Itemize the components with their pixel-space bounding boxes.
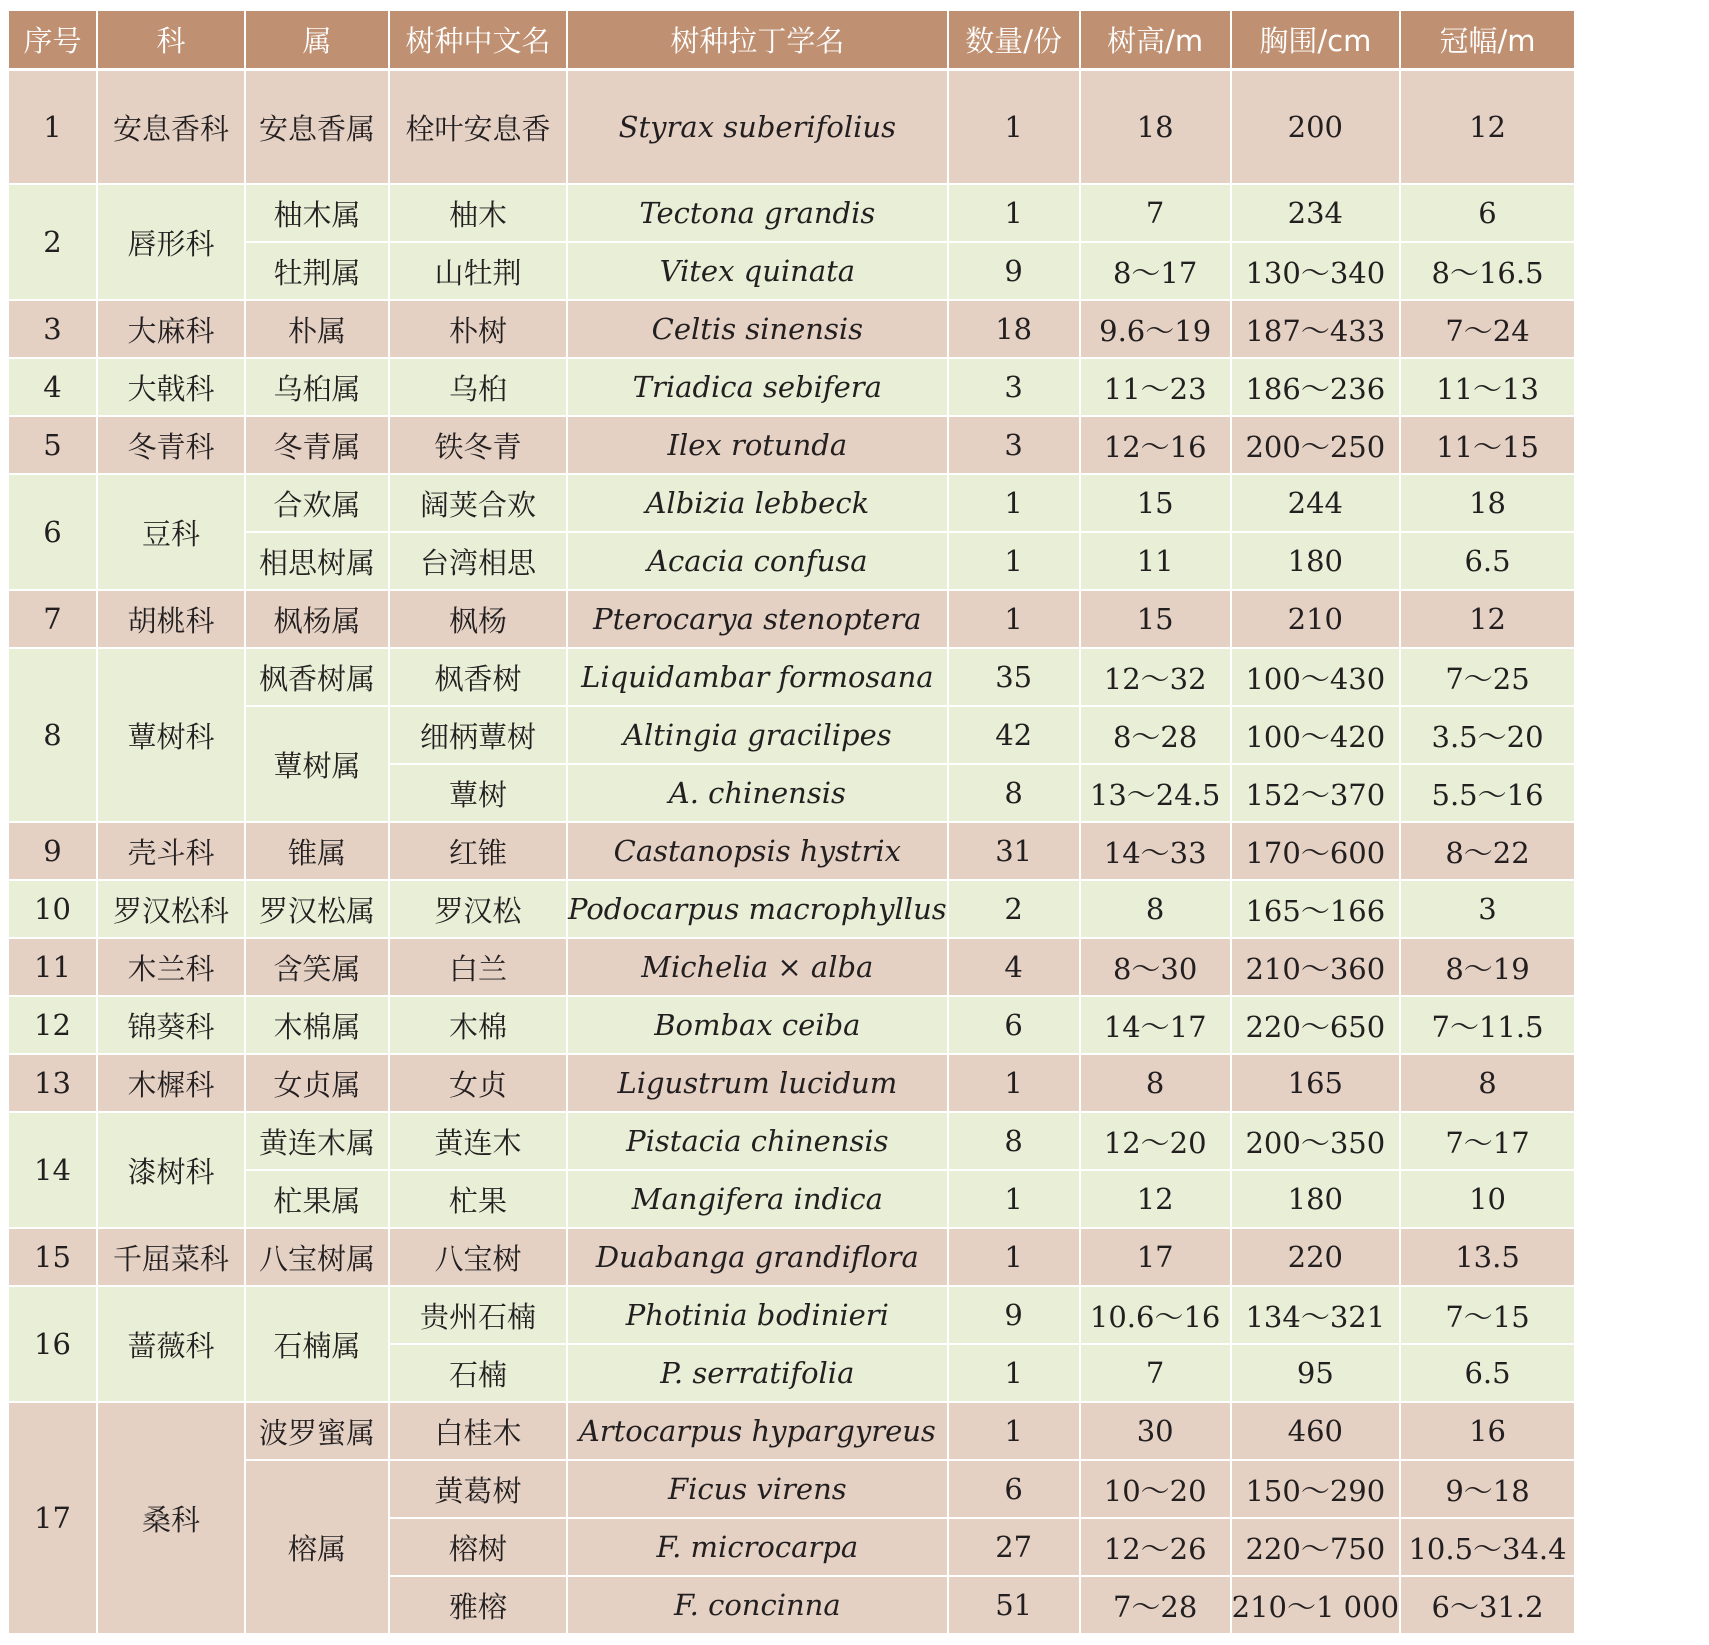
girth-cell: 95 [1231,1344,1400,1402]
height-cell: 8 [1080,880,1231,938]
girth-cell: 210～360 [1231,938,1400,996]
count-cell: 2 [948,880,1080,938]
genus-cell: 冬青属 [245,416,389,474]
header-cell-girth: 胸围/cm [1231,11,1400,70]
genus-cell: 蕈树属 [245,706,389,822]
chinese-name-cell: 黄葛树 [389,1460,567,1518]
row-number-cell: 2 [9,184,97,300]
genus-cell: 黄连木属 [245,1112,389,1170]
height-cell: 8 [1080,1054,1231,1112]
crown-cell: 12 [1400,590,1574,648]
girth-cell: 100～420 [1231,706,1400,764]
latin-name-cell: Podocarpus macrophyllus [567,880,948,938]
row-number-cell: 11 [9,938,97,996]
genus-cell: 波罗蜜属 [245,1402,389,1460]
table-row [9,1402,1574,1460]
count-cell: 8 [948,764,1080,822]
chinese-name-cell: 铁冬青 [389,416,567,474]
latin-name-cell: Triadica sebifera [567,358,948,416]
genus-cell: 女贞属 [245,1054,389,1112]
family-cell: 冬青科 [97,416,245,474]
chinese-name-cell: 雅榕 [389,1576,567,1634]
latin-name-cell: Acacia confusa [567,532,948,590]
count-cell: 1 [948,1344,1080,1402]
latin-name-cell: F. concinna [567,1576,948,1634]
family-cell: 罗汉松科 [97,880,245,938]
genus-cell: 含笑属 [245,938,389,996]
row-number-cell: 17 [9,1402,97,1634]
girth-cell: 130～340 [1231,242,1400,300]
row-number-cell: 10 [9,880,97,938]
count-cell: 1 [948,1402,1080,1460]
count-cell: 9 [948,242,1080,300]
latin-name-cell: Vitex quinata [567,242,948,300]
chinese-name-cell: 枫香树 [389,648,567,706]
crown-cell: 10 [1400,1170,1574,1228]
chinese-name-cell: 八宝树 [389,1228,567,1286]
chinese-name-cell: 蕈树 [389,764,567,822]
chinese-name-cell: 细柄蕈树 [389,706,567,764]
genus-cell: 锥属 [245,822,389,880]
count-cell: 1 [948,70,1080,185]
height-cell: 15 [1080,474,1231,532]
row-number-cell: 14 [9,1112,97,1228]
chinese-name-cell: 白兰 [389,938,567,996]
family-cell: 蕈树科 [97,648,245,822]
girth-cell: 200～350 [1231,1112,1400,1170]
girth-cell: 134～321 [1231,1286,1400,1344]
chinese-name-cell: 黄连木 [389,1112,567,1170]
girth-cell: 165 [1231,1054,1400,1112]
table-row [9,590,1574,648]
latin-name-cell: Artocarpus hypargyreus [567,1402,948,1460]
chinese-name-cell: 阔荚合欢 [389,474,567,532]
crown-cell: 9～18 [1400,1460,1574,1518]
height-cell: 8～30 [1080,938,1231,996]
header-cell-latin-name: 树种拉丁学名 [567,11,948,70]
latin-name-cell: A. chinensis [567,764,948,822]
header-cell-no: 序号 [9,11,97,70]
table-row [9,70,1574,185]
count-cell: 3 [948,358,1080,416]
genus-cell: 杧果属 [245,1170,389,1228]
chinese-name-cell: 红锥 [389,822,567,880]
latin-name-cell: Photinia bodinieri [567,1286,948,1344]
chinese-name-cell: 白桂木 [389,1402,567,1460]
girth-cell: 165～166 [1231,880,1400,938]
height-cell: 12～32 [1080,648,1231,706]
crown-cell: 8～16.5 [1400,242,1574,300]
girth-cell: 220～650 [1231,996,1400,1054]
table-row [9,184,1574,242]
family-cell: 千屈菜科 [97,1228,245,1286]
height-cell: 15 [1080,590,1231,648]
height-cell: 7 [1080,1344,1231,1402]
girth-cell: 180 [1231,532,1400,590]
latin-name-cell: Castanopsis hystrix [567,822,948,880]
crown-cell: 7～15 [1400,1286,1574,1344]
height-cell: 8～17 [1080,242,1231,300]
girth-cell: 170～600 [1231,822,1400,880]
height-cell: 9.6～19 [1080,300,1231,358]
crown-cell: 8～22 [1400,822,1574,880]
girth-cell: 150～290 [1231,1460,1400,1518]
latin-name-cell: Tectona grandis [567,184,948,242]
family-cell: 木樨科 [97,1054,245,1112]
header-cell-chinese-name: 树种中文名 [389,11,567,70]
girth-cell: 210～1 000 [1231,1576,1400,1634]
count-cell: 35 [948,648,1080,706]
tree-species-table [9,11,1574,1635]
genus-cell: 石楠属 [245,1286,389,1402]
header-cell-count: 数量/份 [948,11,1080,70]
crown-cell: 6～31.2 [1400,1576,1574,1634]
count-cell: 27 [948,1518,1080,1576]
height-cell: 10～20 [1080,1460,1231,1518]
row-number-cell: 5 [9,416,97,474]
girth-cell: 186～236 [1231,358,1400,416]
family-cell: 桑科 [97,1402,245,1634]
table-row [9,648,1574,706]
girth-cell: 220～750 [1231,1518,1400,1576]
count-cell: 1 [948,474,1080,532]
genus-cell: 合欢属 [245,474,389,532]
header-row [9,11,1574,70]
height-cell: 12～20 [1080,1112,1231,1170]
chinese-name-cell: 山牡荆 [389,242,567,300]
crown-cell: 8 [1400,1054,1574,1112]
crown-cell: 3 [1400,880,1574,938]
row-number-cell: 1 [9,70,97,185]
count-cell: 1 [948,1054,1080,1112]
table-row [9,938,1574,996]
crown-cell: 7～11.5 [1400,996,1574,1054]
height-cell: 18 [1080,70,1231,185]
height-cell: 7 [1080,184,1231,242]
girth-cell: 220 [1231,1228,1400,1286]
crown-cell: 6 [1400,184,1574,242]
height-cell: 12～16 [1080,416,1231,474]
count-cell: 51 [948,1576,1080,1634]
count-cell: 9 [948,1286,1080,1344]
family-cell: 壳斗科 [97,822,245,880]
crown-cell: 5.5～16 [1400,764,1574,822]
latin-name-cell: Michelia × alba [567,938,948,996]
table-body [9,70,1574,1635]
chinese-name-cell: 贵州石楠 [389,1286,567,1344]
girth-cell: 152～370 [1231,764,1400,822]
genus-cell: 枫杨属 [245,590,389,648]
chinese-name-cell: 杧果 [389,1170,567,1228]
count-cell: 6 [948,1460,1080,1518]
chinese-name-cell: 乌桕 [389,358,567,416]
table-row [9,358,1574,416]
row-number-cell: 3 [9,300,97,358]
latin-name-cell: Albizia lebbeck [567,474,948,532]
genus-cell: 柚木属 [245,184,389,242]
table-row [9,300,1574,358]
height-cell: 11 [1080,532,1231,590]
genus-cell: 朴属 [245,300,389,358]
header-cell-crown: 冠幅/m [1400,11,1574,70]
latin-name-cell: Duabanga grandiflora [567,1228,948,1286]
family-cell: 大麻科 [97,300,245,358]
girth-cell: 100～430 [1231,648,1400,706]
count-cell: 6 [948,996,1080,1054]
count-cell: 3 [948,416,1080,474]
family-cell: 豆科 [97,474,245,590]
family-cell: 锦葵科 [97,996,245,1054]
header-cell-genus: 属 [245,11,389,70]
family-cell: 漆树科 [97,1112,245,1228]
crown-cell: 10.5～34.4 [1400,1518,1574,1576]
height-cell: 12 [1080,1170,1231,1228]
genus-cell: 乌桕属 [245,358,389,416]
chinese-name-cell: 榕树 [389,1518,567,1576]
height-cell: 11～23 [1080,358,1231,416]
family-cell: 蔷薇科 [97,1286,245,1402]
count-cell: 1 [948,184,1080,242]
genus-cell: 牡荆属 [245,242,389,300]
crown-cell: 6.5 [1400,532,1574,590]
latin-name-cell: Ligustrum lucidum [567,1054,948,1112]
count-cell: 1 [948,1228,1080,1286]
count-cell: 31 [948,822,1080,880]
row-number-cell: 4 [9,358,97,416]
latin-name-cell: Pterocarya stenoptera [567,590,948,648]
count-cell: 8 [948,1112,1080,1170]
row-number-cell: 7 [9,590,97,648]
height-cell: 14～33 [1080,822,1231,880]
latin-name-cell: Ficus virens [567,1460,948,1518]
girth-cell: 460 [1231,1402,1400,1460]
row-number-cell: 9 [9,822,97,880]
latin-name-cell: Liquidambar formosana [567,648,948,706]
height-cell: 17 [1080,1228,1231,1286]
count-cell: 1 [948,532,1080,590]
crown-cell: 16 [1400,1402,1574,1460]
genus-cell: 木棉属 [245,996,389,1054]
chinese-name-cell: 石楠 [389,1344,567,1402]
chinese-name-cell: 枫杨 [389,590,567,648]
count-cell: 1 [948,590,1080,648]
family-cell: 木兰科 [97,938,245,996]
chinese-name-cell: 女贞 [389,1054,567,1112]
height-cell: 30 [1080,1402,1231,1460]
family-cell: 胡桃科 [97,590,245,648]
table-row [9,1228,1574,1286]
family-cell: 安息香科 [97,70,245,185]
height-cell: 8～28 [1080,706,1231,764]
count-cell: 42 [948,706,1080,764]
crown-cell: 8～19 [1400,938,1574,996]
table-row [9,1112,1574,1170]
latin-name-cell: P. serratifolia [567,1344,948,1402]
latin-name-cell: F. microcarpa [567,1518,948,1576]
chinese-name-cell: 栓叶安息香 [389,70,567,185]
count-cell: 4 [948,938,1080,996]
crown-cell: 7～24 [1400,300,1574,358]
family-cell: 大戟科 [97,358,245,416]
genus-cell: 相思树属 [245,532,389,590]
chinese-name-cell: 柚木 [389,184,567,242]
chinese-name-cell: 木棉 [389,996,567,1054]
girth-cell: 180 [1231,1170,1400,1228]
latin-name-cell: Mangifera indica [567,1170,948,1228]
row-number-cell: 13 [9,1054,97,1112]
table-row [9,416,1574,474]
table-row [9,1286,1574,1344]
girth-cell: 244 [1231,474,1400,532]
height-cell: 7～28 [1080,1576,1231,1634]
crown-cell: 7～17 [1400,1112,1574,1170]
genus-cell: 罗汉松属 [245,880,389,938]
height-cell: 12～26 [1080,1518,1231,1576]
latin-name-cell: Bombax ceiba [567,996,948,1054]
latin-name-cell: Altingia gracilipes [567,706,948,764]
chinese-name-cell: 台湾相思 [389,532,567,590]
girth-cell: 200～250 [1231,416,1400,474]
crown-cell: 12 [1400,70,1574,185]
girth-cell: 187～433 [1231,300,1400,358]
crown-cell: 11～15 [1400,416,1574,474]
table-row [9,996,1574,1054]
crown-cell: 7～25 [1400,648,1574,706]
family-cell: 唇形科 [97,184,245,300]
girth-cell: 234 [1231,184,1400,242]
latin-name-cell: Ilex rotunda [567,416,948,474]
girth-cell: 210 [1231,590,1400,648]
row-number-cell: 16 [9,1286,97,1402]
height-cell: 10.6～16 [1080,1286,1231,1344]
crown-cell: 11～13 [1400,358,1574,416]
crown-cell: 18 [1400,474,1574,532]
table-row [9,474,1574,532]
row-number-cell: 8 [9,648,97,822]
latin-name-cell: Pistacia chinensis [567,1112,948,1170]
chinese-name-cell: 罗汉松 [389,880,567,938]
row-number-cell: 12 [9,996,97,1054]
row-number-cell: 15 [9,1228,97,1286]
latin-name-cell: Celtis sinensis [567,300,948,358]
table-row [9,1054,1574,1112]
table-row [9,822,1574,880]
genus-cell: 榕属 [245,1460,389,1634]
count-cell: 1 [948,1170,1080,1228]
header-cell-family: 科 [97,11,245,70]
row-number-cell: 6 [9,474,97,590]
header-cell-height: 树高/m [1080,11,1231,70]
genus-cell: 安息香属 [245,70,389,185]
genus-cell: 枫香树属 [245,648,389,706]
table-row [9,880,1574,938]
height-cell: 13～24.5 [1080,764,1231,822]
girth-cell: 200 [1231,70,1400,185]
latin-name-cell: Styrax suberifolius [567,70,948,185]
crown-cell: 6.5 [1400,1344,1574,1402]
crown-cell: 3.5～20 [1400,706,1574,764]
height-cell: 14～17 [1080,996,1231,1054]
chinese-name-cell: 朴树 [389,300,567,358]
count-cell: 18 [948,300,1080,358]
genus-cell: 八宝树属 [245,1228,389,1286]
crown-cell: 13.5 [1400,1228,1574,1286]
